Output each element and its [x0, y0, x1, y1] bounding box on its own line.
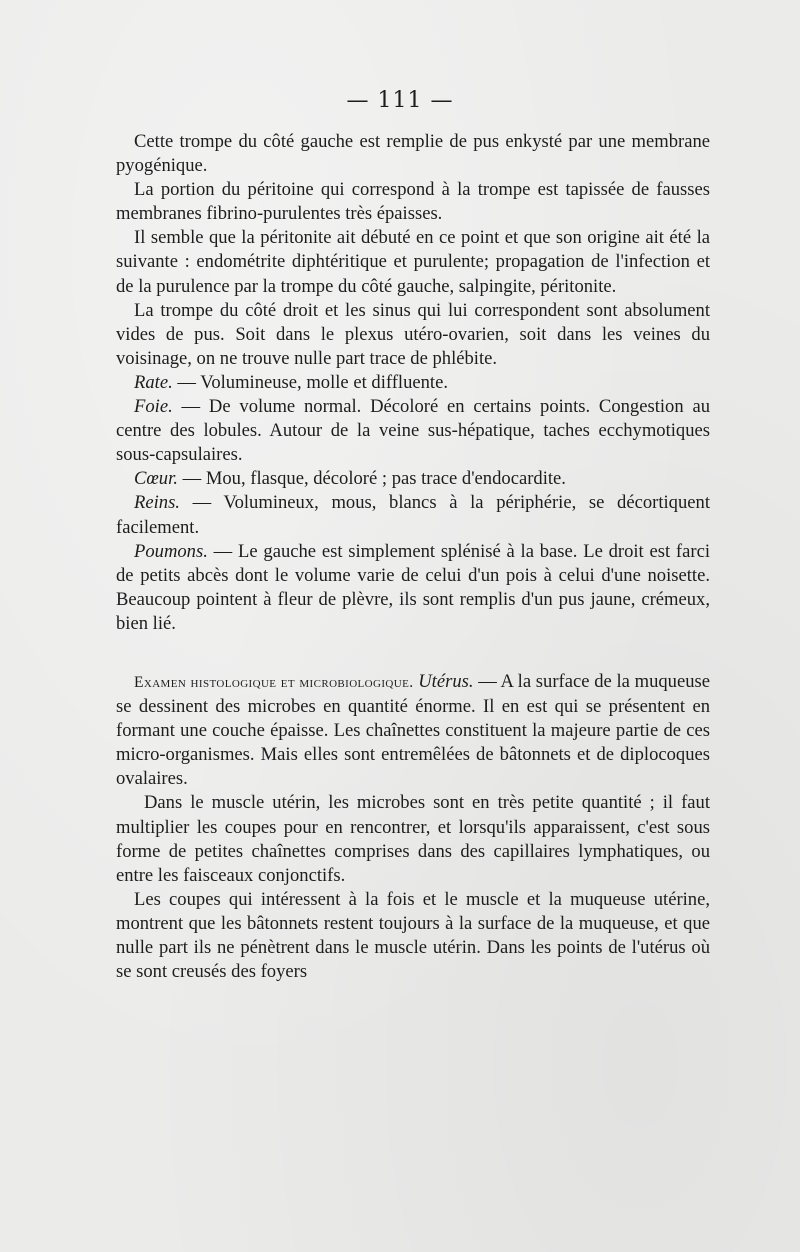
paragraph-rate [116, 371, 710, 395]
organ-text-reins: — Volumineux, mous, blancs à la périphérie, se décortiquent facilement. [116, 492, 710, 538]
section-heading-examen: Examen histologique et microbiologique. [134, 673, 414, 691]
paragraph-coeur [116, 467, 710, 491]
organ-label-rate: Rate. [134, 371, 173, 393]
paragraph-peritoine: La portion du péritoine qui correspond à la trompe est tapissée de fausses membranes fibrino-purulentes très épaisses. [116, 179, 710, 225]
paragraph-poumons [116, 540, 710, 636]
organ-label-foie: Foie. [134, 396, 173, 418]
paragraph-reins [116, 491, 710, 539]
organ-label-uterus: Utérus. [418, 670, 474, 692]
organ-text-uterus: — A la surface de la muqueuse se dessinent des microbes en quantité énorme. Il en est qui se présentent en formant une couche épaisse. Les chaînettes constituent la majeure partie de ces micro-organismes. Mais elles sont entremêlées de bâtonnets et de diplocoques ovalaires. [116, 670, 710, 790]
page-number: — 111 — [346, 88, 454, 113]
organ-label-reins: Reins. [134, 492, 180, 514]
organ-text-poumons: — Le gauche est simplement splénisé à la base. Le droit est farci de petits abcès dont le volume varie de celui d'un pois à celui d'une noisette. Beaucoup pointent à fleur de plèvre, ils sont remplis d'un pus jaune, crémeux, bien lié. [116, 540, 710, 634]
paragraph-muscle-uterin: Dans le muscle utérin, les microbes sont en très petite quantité ; il faut multiplier les coupes pour en rencontrer, et lorsqu'ils apparaissent, c'est sous forme de petites chaînettes comprises dans des capillaires lymphatiques, ou entre les faisceaux conjonctifs. [116, 792, 710, 886]
paragraph-peritonite: Il semble que la péritonite ait débuté en ce point et que son origine ait été la suivante : endométrite diphtéritique et purulente; propagation de l'infection et de la purulence par la trompe du côté gauche, salpingite, péritonite. [116, 227, 710, 297]
organ-text-rate: — Volumineuse, molle et diffluente. [172, 371, 448, 393]
paragraph-coupes: Les coupes qui intéressent à la fois et le muscle et la muqueuse utérine, montrent que les bâtonnets restent toujours à la surface de la muqueuse, et que nulle part ils ne pénètrent dans le muscle utérin. Dans les points de l'utérus où se sont creusés des foyers [116, 888, 710, 983]
organ-label-poumons: Poumons. [134, 540, 208, 562]
paragraph-trompe-droite: La trompe du côté droit et les sinus qui lui correspondent sont absolument vides de pus. Soit dans le plexus utéro-ovarien, soit dans les veines du voisinage, on ne trouve nulle part trace de phlébite. [116, 299, 710, 369]
paragraph-foie [116, 395, 710, 467]
organ-text-foie: — De volume normal. Décoloré en certains points. Congestion au centre des lobules. Autour de la veine sus-hépatique, taches ecchymotiques sous-capsulaires. [116, 396, 710, 466]
paragraph-trompe-gauche: Cette trompe du côté gauche est remplie de pus enkysté par une membrane pyogénique. [116, 131, 710, 177]
organ-label-coeur: Cœur. [134, 468, 178, 490]
section-spacer [116, 636, 710, 670]
page-body [116, 130, 710, 984]
organ-text-coeur: — Mou, flasque, décoloré ; pas trace d'endocardite. [177, 468, 566, 490]
paragraph-examen [116, 670, 710, 791]
